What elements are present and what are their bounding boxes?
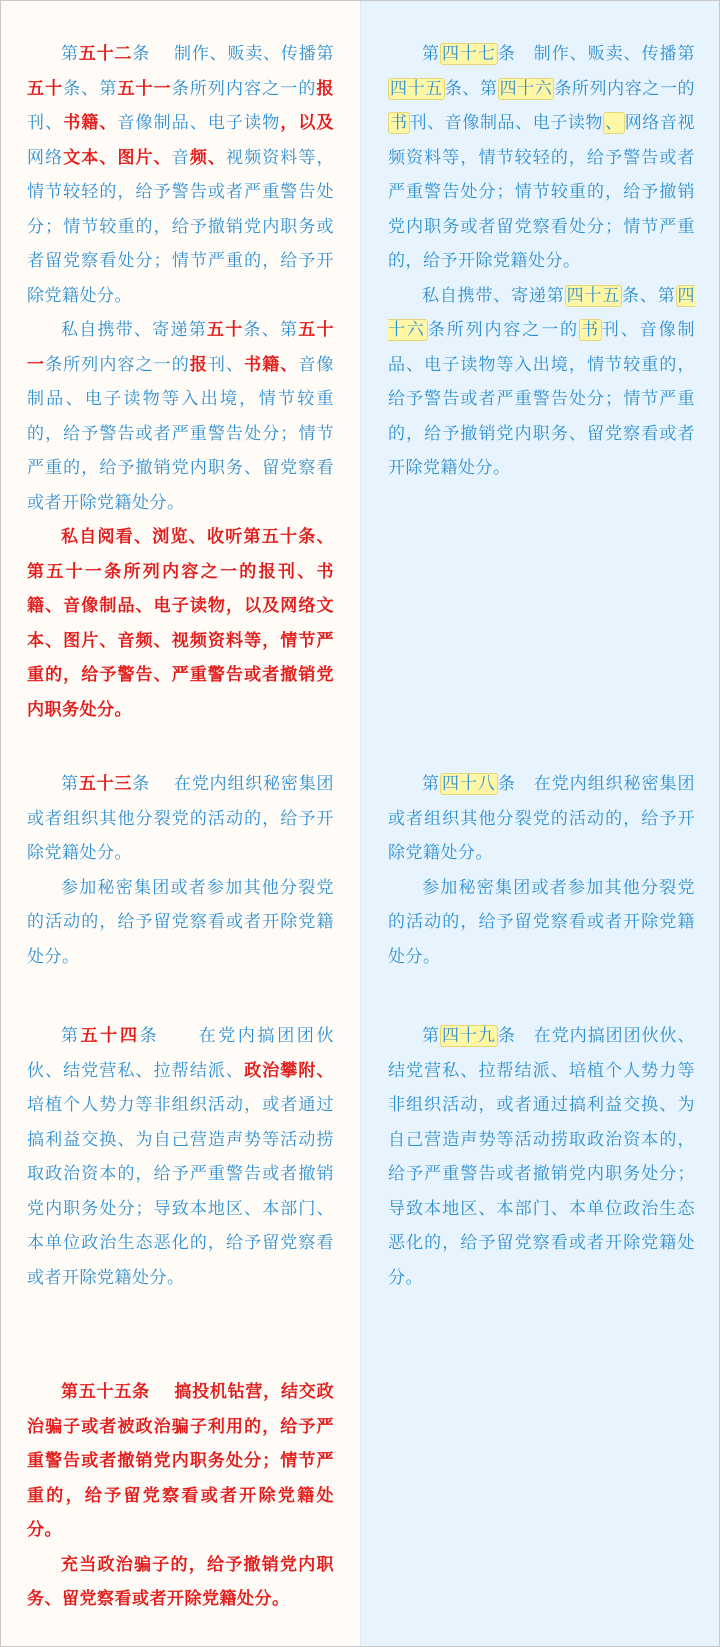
article-52 [27,37,334,727]
article-53-paragraph-2: 参加秘密集团或者参加其他分裂党的活动的，给予留党察看或者开除党籍处分。 [27,877,334,967]
right-column-original [361,1,719,1646]
article-53 [27,767,334,974]
article-49-paragraph-1: 第 四十九 条 在党内搞团团伙伙、结党营私、拉帮结派、培植个人势力等非组织活动，或者通过搞利益交换、为自己营造声势等活动捞取政治资本的，给予严重警告或者撤销党内职务处分；导致本地区、本部门、本单位政治生态恶化的，给予留党察看或者开除党籍处分。 [388,1026,696,1288]
article-52-paragraph-3-added: 私自阅看、浏览、收听第五十条、第五十一条所列内容之一的报刊、书籍、音像制品、电子读物，以及网络文本、图片、音频、视频资料等，情节严重的，给予警告、严重警告或者撤销党内职务处分。 [27,527,334,720]
article-47-paragraph-1: 第 四十七 条 制作、贩卖、传播第四十五 条、第 四十六 条所列内容之一的书 刊、音像制品、电子读物 、 网络音视频资料等，情节较轻的，给予警告或者严重警告处分；情节较重的，给予撤销党内职务或者留党察看处分；情节严重的，给予开除党籍处分。 [388,44,696,271]
left-column-revised [1,1,361,1646]
article-55-paragraph-1: 第五十五条 搞投机钻营，结交政治骗子或者被政治骗子利用的，给予严重警告或者撤销党内职务处分；情节严重的，给予留党察看或者开除党籍处分。 [27,1382,334,1540]
article-47 [388,37,695,486]
article-54 [27,1019,334,1295]
article-53-paragraph-1: 第五十三条 在党内组织秘密集团或者组织其他分裂党的活动的，给予开除党籍处分。 [27,774,335,863]
article-48-paragraph-1: 第 四十八 条 在党内组织秘密集团或者组织其他分裂党的活动的，给予开除党籍处分。 [388,774,696,863]
article-55-paragraph-2: 充当政治骗子的，给予撤销党内职务、留党察看或者开除党籍处分。 [27,1554,334,1609]
article-52-paragraph-1: 第五十二条 制作、贩卖、传播第五十条、第五十一条所列内容之一的报刊、书籍、音像制品、电子读物，以及网络文本、图片、音频、视频资料等，情节较轻的，给予警告或者严重警告处分；情节较重的，给予撤销党内职务或者留党察看处分；情节严重的，给予开除党籍处分。 [27,44,335,306]
article-54-paragraph-1: 第五十四条 在党内搞团团伙伙、结党营私、拉帮结派、政治攀附、培植个人势力等非组织活动，或者通过搞利益交换、为自己营造声势等活动捞取政治资本的，给予严重警告或者撤销党内职务处分；导致本地区、本部门、本单位政治生态恶化的，给予留党察看或者开除党籍处分。 [27,1026,335,1288]
article-48-paragraph-2: 参加秘密集团或者参加其他分裂党的活动的，给予留党察看或者开除党籍处分。 [388,877,695,967]
article-49 [388,1019,695,1295]
article-55-added [27,1375,334,1617]
article-52-paragraph-2: 私自携带、寄递第五十条、第五十一条所列内容之一的报刊、书籍、音像制品、电子读物等入出境，情节较重的，给予警告或者严重警告处分；情节严重的，给予撤销党内职务、留党察看或者开除党籍处分。 [27,320,334,513]
article-48 [388,767,695,974]
article-47-paragraph-2: 私自携带、寄递第 四十五 条、第 四十六 条所列内容之一的 书 刊、音像制品、电子读物等入出境，情节较重的，给予警告或者严重警告处分；情节严重的，给予撤销党内职务、留党察看或者开除党籍处分。 [388,285,696,478]
